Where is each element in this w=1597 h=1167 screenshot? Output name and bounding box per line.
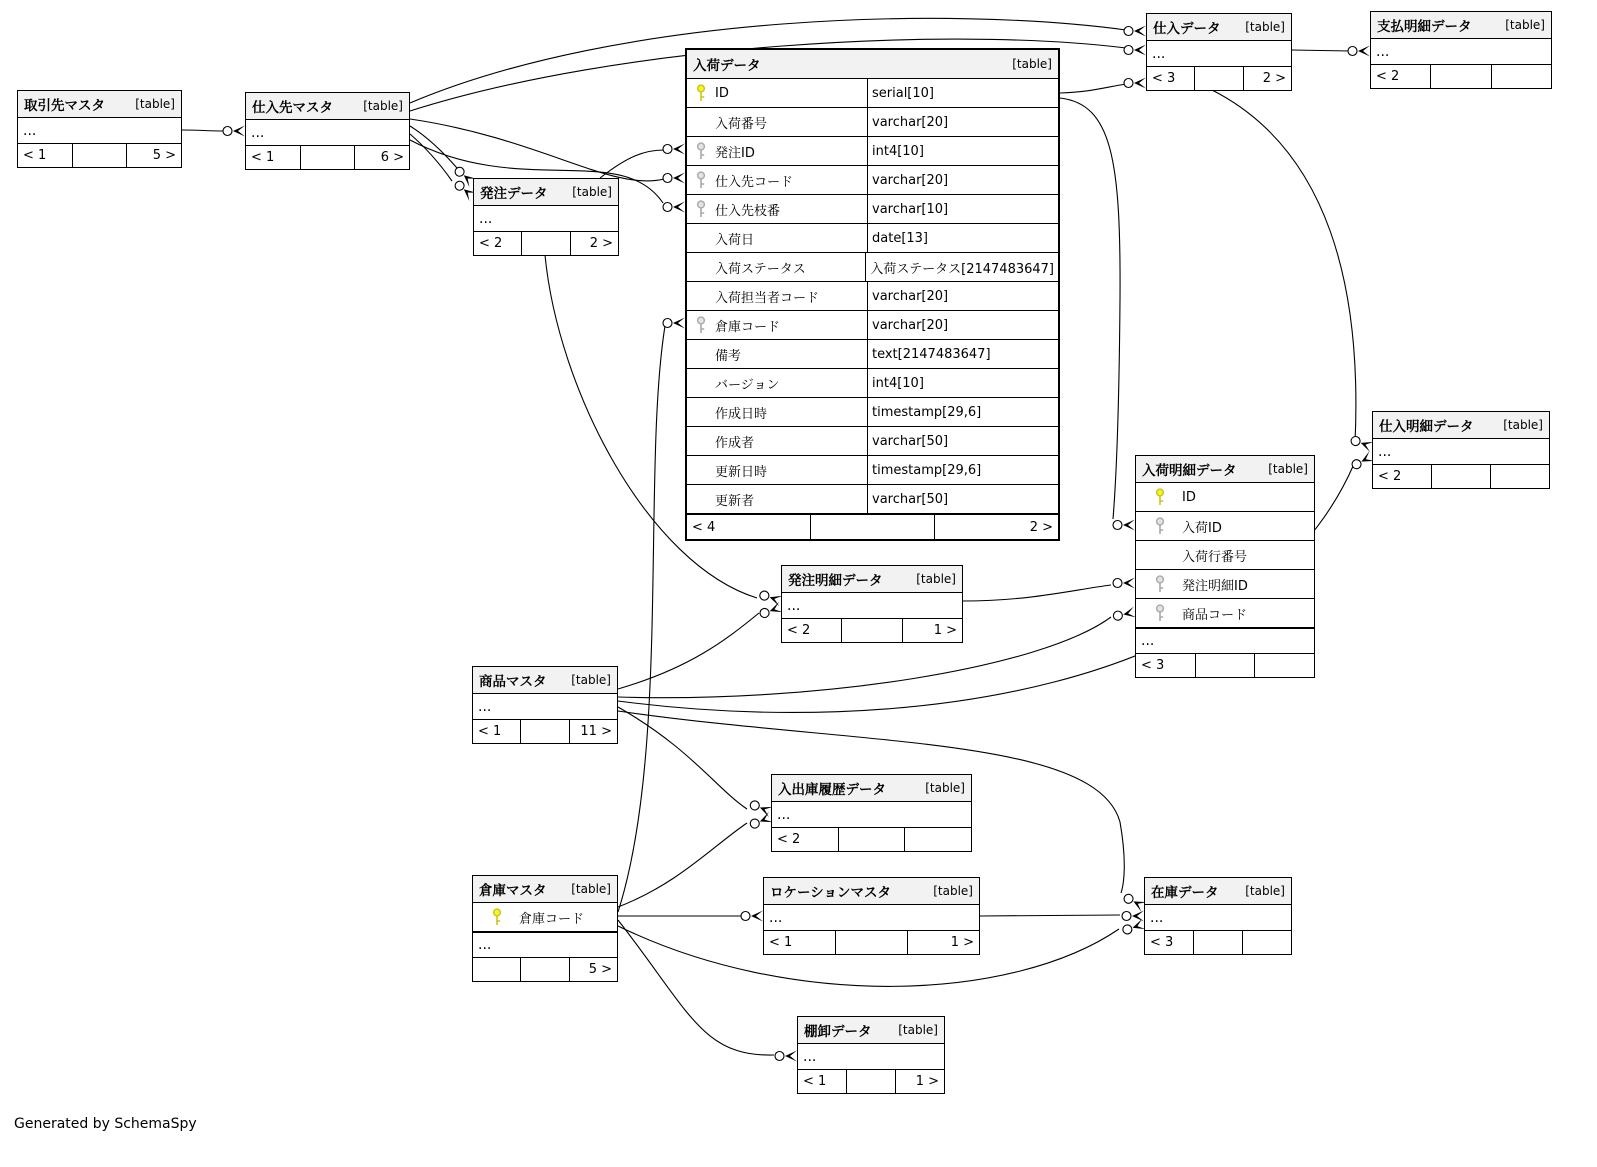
child-count[interactable] <box>904 828 971 851</box>
table-tag: [table] <box>135 97 175 111</box>
column-type: varchar[50] <box>867 485 1058 513</box>
primary-key-icon <box>696 84 706 103</box>
column-type: serial[10] <box>867 79 1058 107</box>
column-row <box>1136 483 1314 512</box>
table-supplier-master[interactable] <box>245 92 410 170</box>
table-tag: [table] <box>925 781 965 795</box>
collapsed-columns: ... <box>1147 41 1291 67</box>
table-footer <box>1145 931 1291 954</box>
generated-by-note: Generated by SchemaSpy <box>14 1116 197 1132</box>
table-tag: [table] <box>916 572 956 586</box>
child-count[interactable]: 5 > <box>126 144 181 167</box>
column-type: varchar[20] <box>867 108 1058 136</box>
table-header <box>798 1017 944 1044</box>
foreign-key-icon <box>696 200 706 219</box>
column-row <box>687 340 1058 369</box>
table-tag: [table] <box>1245 884 1285 898</box>
column-row <box>687 456 1058 485</box>
column-row <box>687 427 1058 456</box>
table-footer <box>687 514 1058 539</box>
child-count[interactable]: 11 > <box>569 720 617 743</box>
primary-key-icon <box>1155 488 1165 507</box>
column-name: 更新者 <box>715 493 755 509</box>
footer-spacer <box>520 720 568 743</box>
column-row <box>1136 512 1314 541</box>
parent-count[interactable]: < 1 <box>251 150 275 165</box>
parent-count <box>473 958 520 981</box>
table-footer <box>1147 67 1291 90</box>
table-title: 仕入先マスタ <box>252 100 333 116</box>
table-tag: [table] <box>1268 462 1308 476</box>
table-title: 発注データ <box>480 186 548 202</box>
foreign-key-icon <box>696 316 706 335</box>
parent-count[interactable]: < 1 <box>478 724 502 739</box>
table-procurement-data[interactable] <box>1146 13 1292 91</box>
table-tag: [table] <box>1012 57 1052 71</box>
child-count[interactable]: 1 > <box>902 619 962 642</box>
table-header <box>473 667 617 694</box>
footer-spacer <box>1193 931 1242 954</box>
table-header <box>687 50 1058 79</box>
table-footer <box>1371 65 1551 88</box>
footer-spacer <box>520 958 568 981</box>
column-row <box>687 369 1058 398</box>
column-name: バージョン <box>715 377 780 393</box>
footer-spacer <box>1431 465 1490 488</box>
column-name: 倉庫コード <box>715 319 781 335</box>
collapsed-columns: ... <box>18 118 181 144</box>
footer-spacer <box>300 146 355 169</box>
collapsed-columns: ... <box>474 206 618 232</box>
column-type: varchar[20] <box>867 166 1058 194</box>
parent-count[interactable]: < 2 <box>777 832 801 847</box>
table-title: 発注明細データ <box>788 573 883 589</box>
collapsed-columns: ... <box>473 932 617 958</box>
table-title: 倉庫マスタ <box>479 883 547 899</box>
column-name: 発注ID <box>715 145 755 161</box>
child-count[interactable] <box>1490 465 1549 488</box>
table-title: 入荷データ <box>693 58 761 74</box>
column-name: 仕入先枝番 <box>715 203 781 219</box>
column-type: date[13] <box>867 224 1058 252</box>
column-name: 倉庫コード <box>519 911 585 927</box>
column-name: 発注明細ID <box>1182 578 1248 594</box>
table-tag: [table] <box>363 99 403 113</box>
column-type: varchar[10] <box>867 195 1058 223</box>
table-footer <box>1373 465 1549 488</box>
footer-spacer <box>1195 654 1255 677</box>
table-tag: [table] <box>572 185 612 199</box>
table-header <box>1136 456 1314 483</box>
table-footer <box>18 144 181 167</box>
table-purchase-order-detail[interactable] <box>781 565 963 643</box>
collapsed-columns: ... <box>1145 905 1291 931</box>
column-row <box>687 224 1058 253</box>
child-count[interactable]: 5 > <box>569 958 617 981</box>
table-tag: [table] <box>1245 20 1285 34</box>
footer-spacer <box>1194 67 1242 90</box>
table-footer <box>772 828 971 851</box>
parent-count[interactable]: < 2 <box>479 236 503 251</box>
column-type: 入荷ステータス[2147483647] <box>865 253 1058 281</box>
foreign-key-icon <box>1155 517 1165 536</box>
collapsed-columns: ... <box>782 593 962 619</box>
column-name: 入荷番号 <box>715 116 768 132</box>
parent-count[interactable]: < 3 <box>1141 658 1165 673</box>
parent-count[interactable]: < 2 <box>1378 469 1402 484</box>
table-header <box>1147 14 1291 41</box>
column-type: varchar[50] <box>867 427 1058 455</box>
table-header <box>1373 412 1549 439</box>
column-type: text[2147483647] <box>867 340 1058 368</box>
footer-spacer <box>810 515 934 539</box>
column-name: 商品コード <box>1182 607 1248 623</box>
table-tag: [table] <box>1505 18 1545 32</box>
parent-count[interactable]: < 2 <box>787 623 811 638</box>
table-purchase-order[interactable] <box>473 178 619 256</box>
table-arrival-detail[interactable] <box>1135 455 1315 678</box>
column-name: ID <box>715 85 729 101</box>
column-row <box>687 253 1058 282</box>
column-type: timestamp[29,6] <box>867 456 1058 484</box>
footer-spacer <box>521 232 569 255</box>
table-tag: [table] <box>1503 418 1543 432</box>
parent-count[interactable]: < 1 <box>23 148 47 163</box>
table-footer <box>474 232 618 255</box>
table-header <box>782 566 962 593</box>
child-count[interactable] <box>1491 65 1551 88</box>
table-payment-detail[interactable] <box>1370 11 1552 89</box>
table-title: 棚卸データ <box>804 1024 872 1040</box>
table-title: 入荷明細データ <box>1142 463 1237 479</box>
column-name: ID <box>1182 489 1196 505</box>
child-count[interactable] <box>1242 931 1291 954</box>
footer-spacer <box>1430 65 1490 88</box>
footer-spacer <box>841 619 901 642</box>
column-type: timestamp[29,6] <box>867 398 1058 426</box>
collapsed-columns: ... <box>764 905 979 931</box>
column-row <box>1136 541 1314 570</box>
table-footer <box>246 146 409 169</box>
footer-spacer <box>838 828 905 851</box>
foreign-key-icon <box>1155 575 1165 594</box>
table-header <box>772 775 971 802</box>
child-count[interactable]: 6 > <box>354 146 409 169</box>
table-title: 入出庫履歴データ <box>778 782 886 798</box>
column-name: 入荷行番号 <box>1182 549 1248 565</box>
table-title: 仕入明細データ <box>1379 419 1474 435</box>
column-type: int4[10] <box>867 137 1058 165</box>
parent-count[interactable]: < 3 <box>1152 71 1176 86</box>
table-header <box>473 876 617 903</box>
column-row <box>687 311 1058 340</box>
collapsed-columns: ... <box>473 694 617 720</box>
column-row <box>687 398 1058 427</box>
column-row <box>687 79 1058 108</box>
table-tag: [table] <box>898 1023 938 1037</box>
collapsed-columns: ... <box>798 1044 944 1070</box>
table-header <box>1145 878 1291 905</box>
table-warehouse-master[interactable] <box>472 875 618 982</box>
table-location-master[interactable] <box>763 877 980 955</box>
table-product-master[interactable] <box>472 666 618 744</box>
collapsed-columns: ... <box>246 120 409 146</box>
column-type: varchar[20] <box>867 282 1058 310</box>
table-partner-master[interactable] <box>17 90 182 168</box>
column-row <box>687 282 1058 311</box>
column-name: 入荷ID <box>1182 520 1222 536</box>
column-type: varchar[20] <box>867 311 1058 339</box>
column-name: 作成日時 <box>715 406 768 422</box>
child-count[interactable]: 1 > <box>907 931 979 954</box>
table-header <box>764 878 979 905</box>
table-header <box>246 93 409 120</box>
column-row <box>687 108 1058 137</box>
foreign-key-icon <box>696 142 706 161</box>
table-tag: [table] <box>571 882 611 896</box>
parent-count[interactable]: < 1 <box>769 935 793 950</box>
table-footer <box>782 619 962 642</box>
table-footer <box>764 931 979 954</box>
column-row <box>1136 570 1314 599</box>
column-row <box>1136 599 1314 628</box>
table-stocktake-data[interactable] <box>797 1016 945 1094</box>
child-count[interactable]: 2 > <box>934 515 1058 539</box>
table-tag: [table] <box>571 673 611 687</box>
collapsed-columns: ... <box>772 802 971 828</box>
parent-count[interactable]: < 4 <box>692 519 716 535</box>
child-count[interactable]: 2 > <box>1243 67 1291 90</box>
column-row <box>473 903 617 932</box>
table-procurement-detail[interactable] <box>1372 411 1550 489</box>
column-type: int4[10] <box>867 369 1058 397</box>
column-name: 作成者 <box>715 435 755 451</box>
column-name: 更新日時 <box>715 464 768 480</box>
column-name: 備考 <box>715 348 742 364</box>
collapsed-columns: ... <box>1371 39 1551 65</box>
child-count[interactable]: 2 > <box>570 232 618 255</box>
parent-count[interactable]: < 3 <box>1150 935 1174 950</box>
parent-count[interactable]: < 2 <box>1376 69 1400 84</box>
footer-spacer <box>835 931 907 954</box>
table-footer <box>1136 654 1314 677</box>
table-title: 取引先マスタ <box>24 98 105 114</box>
table-title: 支払明細データ <box>1377 19 1472 35</box>
table-header <box>18 91 181 118</box>
table-title: 在庫データ <box>1151 885 1219 901</box>
primary-key-icon <box>492 908 502 927</box>
foreign-key-icon <box>1155 604 1165 623</box>
table-inout-history[interactable] <box>771 774 972 852</box>
table-footer <box>473 720 617 743</box>
parent-count[interactable]: < 1 <box>803 1074 827 1089</box>
child-count[interactable] <box>1254 654 1314 677</box>
table-title: 商品マスタ <box>479 674 547 690</box>
table-footer <box>798 1070 944 1093</box>
footer-spacer <box>846 1070 895 1093</box>
column-name: 入荷日 <box>715 232 755 248</box>
column-name: 入荷担当者コード <box>715 290 820 306</box>
column-name: 仕入先コード <box>715 174 794 190</box>
child-count[interactable]: 1 > <box>895 1070 944 1093</box>
table-title: 仕入データ <box>1153 21 1221 37</box>
collapsed-columns: ... <box>1373 439 1549 465</box>
column-name: 入荷ステータス <box>715 261 806 277</box>
table-header <box>1371 12 1551 39</box>
table-footer <box>473 958 617 981</box>
table-stock-data[interactable] <box>1144 877 1292 955</box>
column-row <box>687 166 1058 195</box>
column-row <box>687 485 1058 514</box>
table-title: ロケーションマスタ <box>770 885 891 901</box>
table-arrival-data[interactable] <box>685 48 1060 541</box>
column-row <box>687 195 1058 224</box>
foreign-key-icon <box>696 171 706 190</box>
table-tag: [table] <box>933 884 973 898</box>
collapsed-columns: ... <box>1136 628 1314 654</box>
column-row <box>687 137 1058 166</box>
footer-spacer <box>72 144 127 167</box>
table-header <box>474 179 618 206</box>
